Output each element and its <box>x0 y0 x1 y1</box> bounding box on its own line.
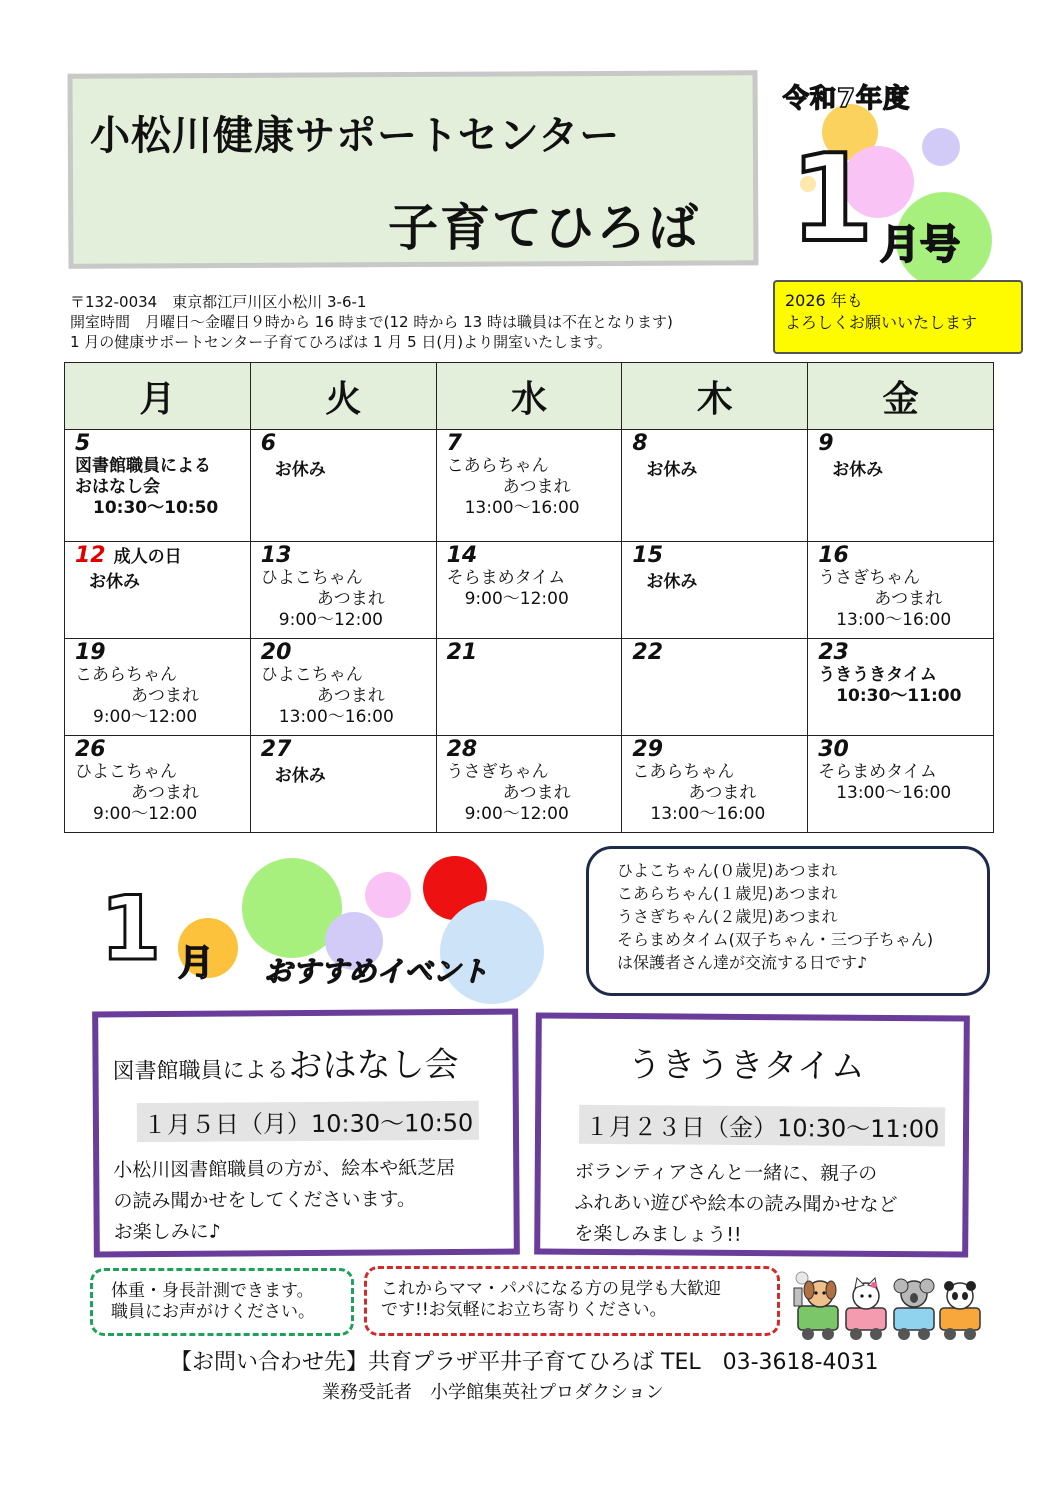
calendar-day-14 <box>436 542 622 639</box>
calendar-week <box>65 542 994 639</box>
calendar-day-28 <box>436 736 622 833</box>
description-line: を楽しみましょう!! <box>574 1222 742 1246</box>
greeting-line-1: 2026 年も <box>785 291 863 310</box>
decor-circle-lavender <box>922 128 960 166</box>
visitor-note <box>364 1266 780 1336</box>
event-line: ひよこちゃん <box>260 665 363 685</box>
event-time: 13:00～16:00 <box>650 804 766 824</box>
day-number: 26 <box>75 737 106 762</box>
calendar-day-5 <box>65 430 251 542</box>
event-card-ukiuki <box>534 1012 970 1257</box>
weekday-tue: 火 <box>250 363 436 430</box>
event-title-main: うきうきタイム <box>627 1045 865 1087</box>
calendar-day-30 <box>808 736 994 833</box>
day-number: 6 <box>260 431 277 456</box>
calendar-day-9 <box>808 430 994 542</box>
event-date: １月５日（月）10:30～10:50 <box>137 1101 480 1142</box>
fiscal-year: 令和7年度 <box>783 84 911 114</box>
event-time: 9:00～12:00 <box>93 707 198 727</box>
closed-label: お休み <box>89 572 140 592</box>
event-line: うさぎちゃん <box>818 568 921 588</box>
program-legend <box>586 846 990 996</box>
day-number: 30 <box>818 737 849 762</box>
calendar-day-22 <box>622 639 808 736</box>
event-title <box>112 1037 458 1088</box>
event-title-main: おはなし会 <box>288 1044 459 1087</box>
event-description <box>574 1157 898 1252</box>
day-number: 21 <box>446 640 478 665</box>
event-card-storytime <box>92 1009 520 1258</box>
calendar-day-13 <box>250 542 436 639</box>
day-number: 29 <box>632 737 664 762</box>
event-line: あつまれ <box>131 686 199 706</box>
day-number: 14 <box>446 543 478 568</box>
calendar-day-19 <box>65 639 251 736</box>
day-number: 19 <box>75 640 106 665</box>
event-line: ひよこちゃん <box>260 568 363 588</box>
calendar-day-20 <box>250 639 436 736</box>
event-date: １月２３日（金）10:30～11:00 <box>579 1105 946 1147</box>
calendar-day-15 <box>622 542 808 639</box>
koala-icon <box>894 1279 934 1307</box>
event-line: あつまれ <box>688 783 757 803</box>
calendar-day-26 <box>65 736 251 833</box>
day-number: 13 <box>260 543 292 568</box>
event-line: ひよこちゃん <box>75 762 177 782</box>
closed-label: お休み <box>646 572 698 592</box>
closed-label: お休み <box>274 766 326 786</box>
description-line: 小松川図書館職員の方が、絵本や紙芝居 <box>113 1156 456 1182</box>
contact-info <box>170 1345 878 1376</box>
event-time: 10:30～11:00 <box>836 686 962 706</box>
events-title: おすすめイベント <box>264 955 489 988</box>
legend-line: こあらちゃん(１歳児)あつまれ <box>617 884 838 903</box>
calendar-day-29 <box>622 736 808 833</box>
closed-label: お休み <box>274 460 326 480</box>
event-time: 9:00～12:00 <box>278 610 383 630</box>
event-time: 9:00～12:00 <box>464 589 569 609</box>
measurement-note <box>90 1268 354 1336</box>
day-number: 8 <box>632 431 648 456</box>
opening-notice: 1 月の健康サポートセンター子育てひろばは 1 月 5 日(月)より開室いたします。 <box>70 333 612 351</box>
day-number: 9 <box>818 431 834 456</box>
greeting-line-2: よろしくお願いいたします <box>785 313 978 332</box>
note-line: これからママ・パパになる方の見学も大歓迎 <box>381 1279 721 1299</box>
event-time: 13:00～16:00 <box>836 783 952 803</box>
day-number: 12 <box>75 543 106 568</box>
calendar-week <box>65 736 994 833</box>
calendar-day-27 <box>250 736 436 833</box>
dog-icon <box>804 1281 836 1307</box>
events-month-number: 1 <box>100 877 162 980</box>
calendar-day-7 <box>436 430 622 542</box>
closed-label: お休み <box>832 460 884 480</box>
day-number: 20 <box>260 640 292 665</box>
closed-label: お休み <box>646 460 698 480</box>
center-name: 小松川健康サポートセンター <box>90 113 621 159</box>
decor-circle-pink-2 <box>365 872 411 918</box>
day-number: 28 <box>446 737 478 762</box>
event-line: こあらちゃん <box>632 762 735 782</box>
event-time: 9:00～12:00 <box>464 804 569 824</box>
note-line: です!!お気軽にお立ち寄りください。 <box>381 1300 667 1320</box>
opening-hours: 開室時間 月曜日～金曜日９時から 16 時まで(12 時から 13 時は職員は不在となります) <box>70 313 673 331</box>
page-subtitle: 子育てひろば <box>388 199 700 257</box>
contact-details: 共育プラザ平井子育てひろば TEL 03-3618-4031 <box>368 1350 879 1375</box>
event-line: うきうきタイム <box>818 665 937 685</box>
note-line: 職員にお声がけください。 <box>111 1302 315 1322</box>
cat-icon <box>853 1278 879 1309</box>
weekday-header-row <box>65 363 994 430</box>
legend-line: は保護者さん達が交流する日です♪ <box>617 953 868 972</box>
calendar-day-16 <box>808 542 994 639</box>
event-line: 図書館職員による <box>75 456 211 476</box>
calendar-day-8 <box>622 430 808 542</box>
weekday-thu: 木 <box>622 363 808 430</box>
legend-line: ひよこちゃん(０歳児)あつまれ <box>617 861 838 880</box>
calendar-day-12 <box>65 542 251 639</box>
description-line: の読み聞かせをしてくださいます。 <box>113 1188 417 1213</box>
issue-suffix: 月号 <box>880 222 960 268</box>
description-line: お楽しみに♪ <box>113 1220 221 1244</box>
day-number: 5 <box>75 431 91 456</box>
event-line: おはなし会 <box>75 477 160 497</box>
calendar-week <box>65 430 994 542</box>
event-line: うさぎちゃん <box>446 762 549 782</box>
issue-number: 1 <box>790 130 874 269</box>
day-number: 16 <box>818 543 849 568</box>
event-line: そらまめタイム <box>446 568 566 588</box>
address: 〒132-0034 東京都江戸川区小松川 3-6-1 <box>70 293 367 311</box>
calendar-table <box>64 362 994 833</box>
day-number: 15 <box>632 543 664 568</box>
event-line: あつまれ <box>502 783 571 803</box>
event-time: 13:00～16:00 <box>836 610 952 630</box>
operator-info: 業務受託者 小学館集英社プロダクション <box>322 1382 664 1403</box>
calendar-week <box>65 639 994 736</box>
calendar-day-6 <box>250 430 436 542</box>
events-month-label: 月 <box>178 943 215 984</box>
event-line: あつまれ <box>316 589 385 609</box>
event-title-prefix: 図書館職員による <box>112 1058 289 1085</box>
weekday-wed: 水 <box>436 363 622 430</box>
event-line: こあらちゃん <box>446 456 549 476</box>
calendar-day-21 <box>436 639 622 736</box>
event-description <box>113 1153 456 1248</box>
description-line: ボランティアさんと一緒に、親子の <box>574 1160 878 1185</box>
event-time: 13:00～16:00 <box>278 707 394 727</box>
event-time: 13:00～16:00 <box>464 498 580 518</box>
note-line: 体重・身長計測できます。 <box>111 1281 314 1301</box>
animal-train-illustration <box>790 1268 990 1342</box>
contact-label: 【お問い合わせ先】 <box>170 1350 369 1375</box>
event-line: あつまれ <box>131 783 199 803</box>
event-line: あつまれ <box>502 477 571 497</box>
event-time: 9:00～12:00 <box>93 804 198 824</box>
legend-line: うさぎちゃん(２歳児)あつまれ <box>617 907 838 926</box>
description-line: ふれあい遊びや絵本の読み聞かせなど <box>574 1191 898 1217</box>
holiday-name: 成人の日 <box>113 547 182 567</box>
weekday-mon: 月 <box>65 363 251 430</box>
legend-line: そらまめタイム(双子ちゃん・三つ子ちゃん) <box>617 930 934 949</box>
event-line: あつまれ <box>316 686 385 706</box>
event-line: こあらちゃん <box>75 665 177 685</box>
new-year-greeting <box>773 280 1023 354</box>
day-number: 23 <box>818 640 849 665</box>
event-line: あつまれ <box>874 589 943 609</box>
panda-icon <box>944 1281 976 1309</box>
calendar-day-23 <box>808 639 994 736</box>
weekday-fri: 金 <box>808 363 994 430</box>
day-number: 27 <box>260 737 292 762</box>
day-number: 7 <box>446 431 462 456</box>
event-time: 10:30～10:50 <box>93 498 219 518</box>
day-number: 22 <box>632 640 664 665</box>
event-line: そらまめタイム <box>818 762 937 782</box>
center-info <box>70 292 673 352</box>
